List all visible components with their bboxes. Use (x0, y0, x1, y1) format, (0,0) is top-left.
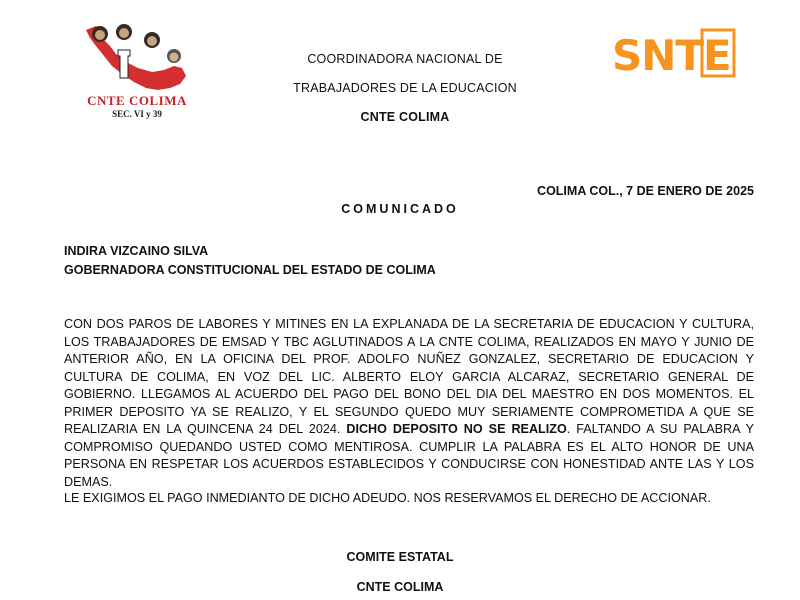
body-text-part-2: . FALTANDO A SU PALABRA Y COMPROMISO QUEDANDO USTED COMO MENTIROSA. CUMPLIR LA PALABRA ES EL ALTO HONOR DE UNA PERSONA EN RESPETAR LOS ACUERDOS ESTABLECIDOS Y CONDUCIRSE CON HONESTIDAD ANTE LAS Y LOS DEMAS. (64, 422, 755, 489)
addressee-name: INDIRA VIZCAINO SILVA (64, 244, 209, 258)
cnte-colima-logo (82, 20, 192, 124)
document-type-heading: COMUNICADO (341, 202, 459, 216)
body-text-part-1: CON DOS PAROS DE LABORES Y MITINES EN LA EXPLANADA DE LA SECRETARIA DE EDUCACION Y CULTURA, LOS TRABAJADORES DE EMSAD Y TBC AGLUTINADOS A LA CNTE COLIMA, REALIZADOS EN MAYO Y JUNIO DE ANTERIOR AÑO, EN LA OFICINA DEL PROF. ADOLFO NUÑEZ GONZALEZ, SECRETARIO DE EDUCACION Y CULTURA DE COLIMA, EN VOZ DEL LIC. ALBERTO ELOY GARCIA ALCARAZ, SECRETARIO GENERAL DE GOBIERNO. LLEGAMOS AL ACUERDO DEL PAGO DEL BONO DEL DIA DEL MAESTRO EN DOS MOMENTOS. EL PRIMER DEPOSITO YA SE REALIZO, Y EL SEGUNDO QUEDO MUY SERIAMENTE COMPROMETIDA A QUE SE REALIZARIA EN LA QUINCENA 24 DEL 2024. (64, 317, 754, 436)
signature-line-2: CNTE COLIMA (356, 580, 444, 594)
cnte-logo-graphic (82, 20, 192, 94)
fist-icon (118, 50, 130, 78)
org-name-line-3: CNTE COLIMA (360, 110, 450, 124)
cnte-logo-name: CNTE COLIMA (87, 93, 187, 108)
snte-logo (610, 26, 738, 82)
org-name-line-1: COORDINADORA NACIONAL DE (307, 52, 503, 66)
snte-logo-text: SNTE (612, 31, 731, 80)
cnte-logo-section: SEC. VI y 39 (112, 109, 162, 119)
signature-line-1: COMITE ESTATAL (346, 550, 454, 564)
addressee-title: GOBERNADORA CONSTITUCIONAL DEL ESTADO DE COLIMA (64, 263, 436, 277)
body-paragraph (64, 316, 754, 491)
org-name-line-2: TRABAJADORES DE LA EDUCACION (293, 81, 517, 95)
demand-paragraph: LE EXIGIMOS EL PAGO INMEDIANTO DE DICHO ADEUDO. NOS RESERVAMOS EL DERECHO DE ACCIONAR. (64, 491, 711, 505)
snte-logo-graphic (610, 26, 738, 82)
body-text-bold: DICHO DEPOSITO NO SE REALIZO (346, 422, 567, 436)
date-line: COLIMA COL., 7 DE ENERO DE 2025 (537, 184, 754, 198)
